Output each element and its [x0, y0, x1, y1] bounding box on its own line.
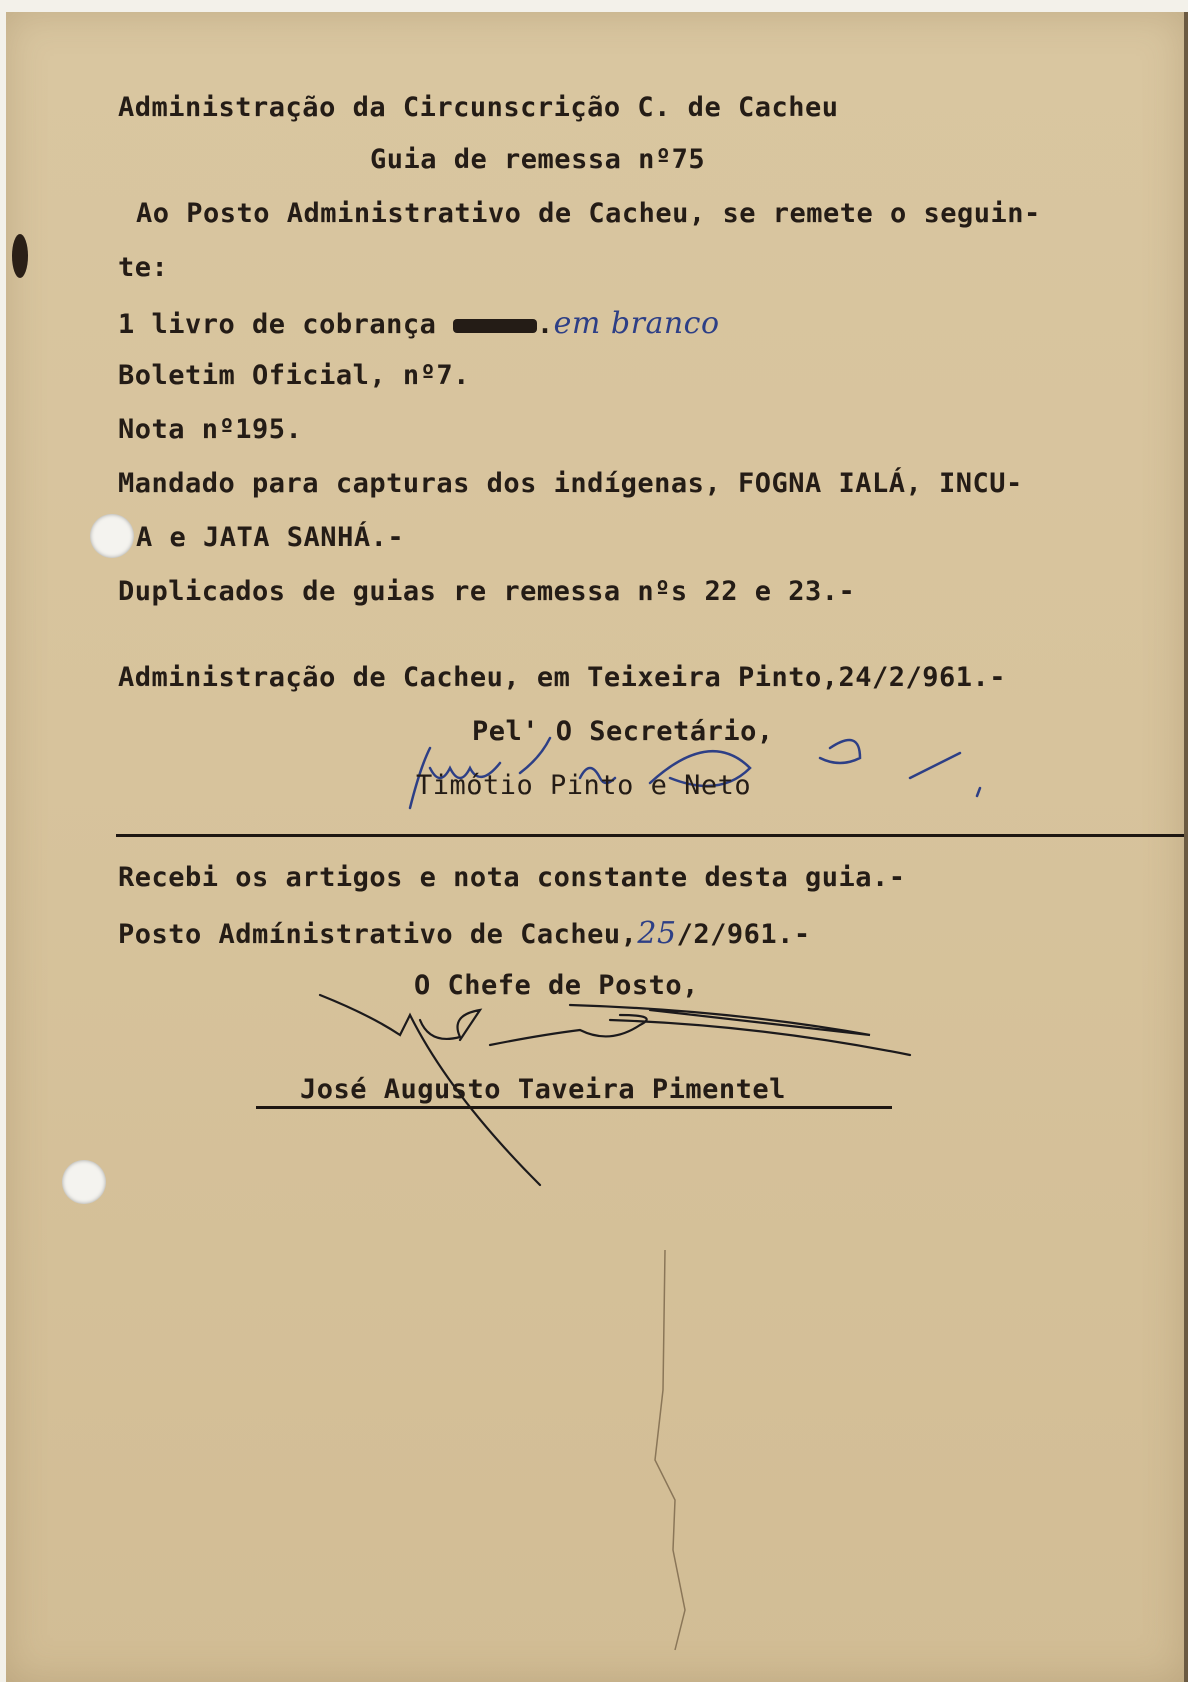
item-ledger-dot: .: [536, 309, 554, 340]
receipt-statement: Recebi os artigos e nota constante desta guia.-: [118, 862, 906, 893]
item-ledger-text: 1 livro de cobrança: [118, 309, 454, 340]
receipt-place-date: [118, 916, 811, 951]
handwritten-correction: em branco: [553, 306, 720, 341]
paper-crease: [645, 1250, 715, 1660]
handwritten-day: 25: [637, 916, 677, 951]
section-divider: [116, 834, 1184, 837]
issue-place-date: Administração de Cacheu, em Teixeira Pinto,24/2/961.-: [118, 662, 1007, 693]
secretary-name: Timótio Pinto e Neto: [416, 770, 752, 801]
document-page: [6, 12, 1188, 1682]
punch-hole-bottom: [62, 1160, 106, 1204]
intro-line-1: Ao Posto Administrativo de Cacheu, se remete o seguin-: [136, 198, 1041, 229]
item-official-bulletin: Boletim Oficial, nº7.: [118, 360, 470, 391]
item-note: Nota nº195.: [118, 414, 303, 445]
item-duplicates: Duplicados de guias re remessa nºs 22 e 23.-: [118, 576, 856, 607]
chief-name-rule: [256, 1106, 892, 1109]
guide-number: Guia de remessa nº75: [370, 144, 706, 175]
punch-hole-top: [90, 514, 134, 558]
chief-title: O Chefe de Posto,: [414, 970, 699, 1001]
receipt-place: Posto Admínistrativo de Cacheu,: [118, 919, 638, 950]
item-ledger-book: [118, 306, 720, 341]
header-title: Administração da Circunscrição C. de Cacheu: [118, 92, 839, 123]
intro-line-2: te:: [118, 252, 169, 283]
ink-stain: [12, 234, 28, 278]
receipt-date-rest: /2/961.-: [676, 919, 811, 950]
item-warrant-line-2: A e JATA SANHÁ.-: [136, 522, 405, 553]
chief-name: José Augusto Taveira Pimentel: [300, 1074, 786, 1105]
item-warrant-line-1: Mandado para capturas dos indígenas, FOGNA IALÁ, INCU-: [118, 468, 1023, 499]
for-secretary-label: Pel' O Secretário,: [472, 716, 774, 747]
struck-out-word: [453, 319, 537, 333]
